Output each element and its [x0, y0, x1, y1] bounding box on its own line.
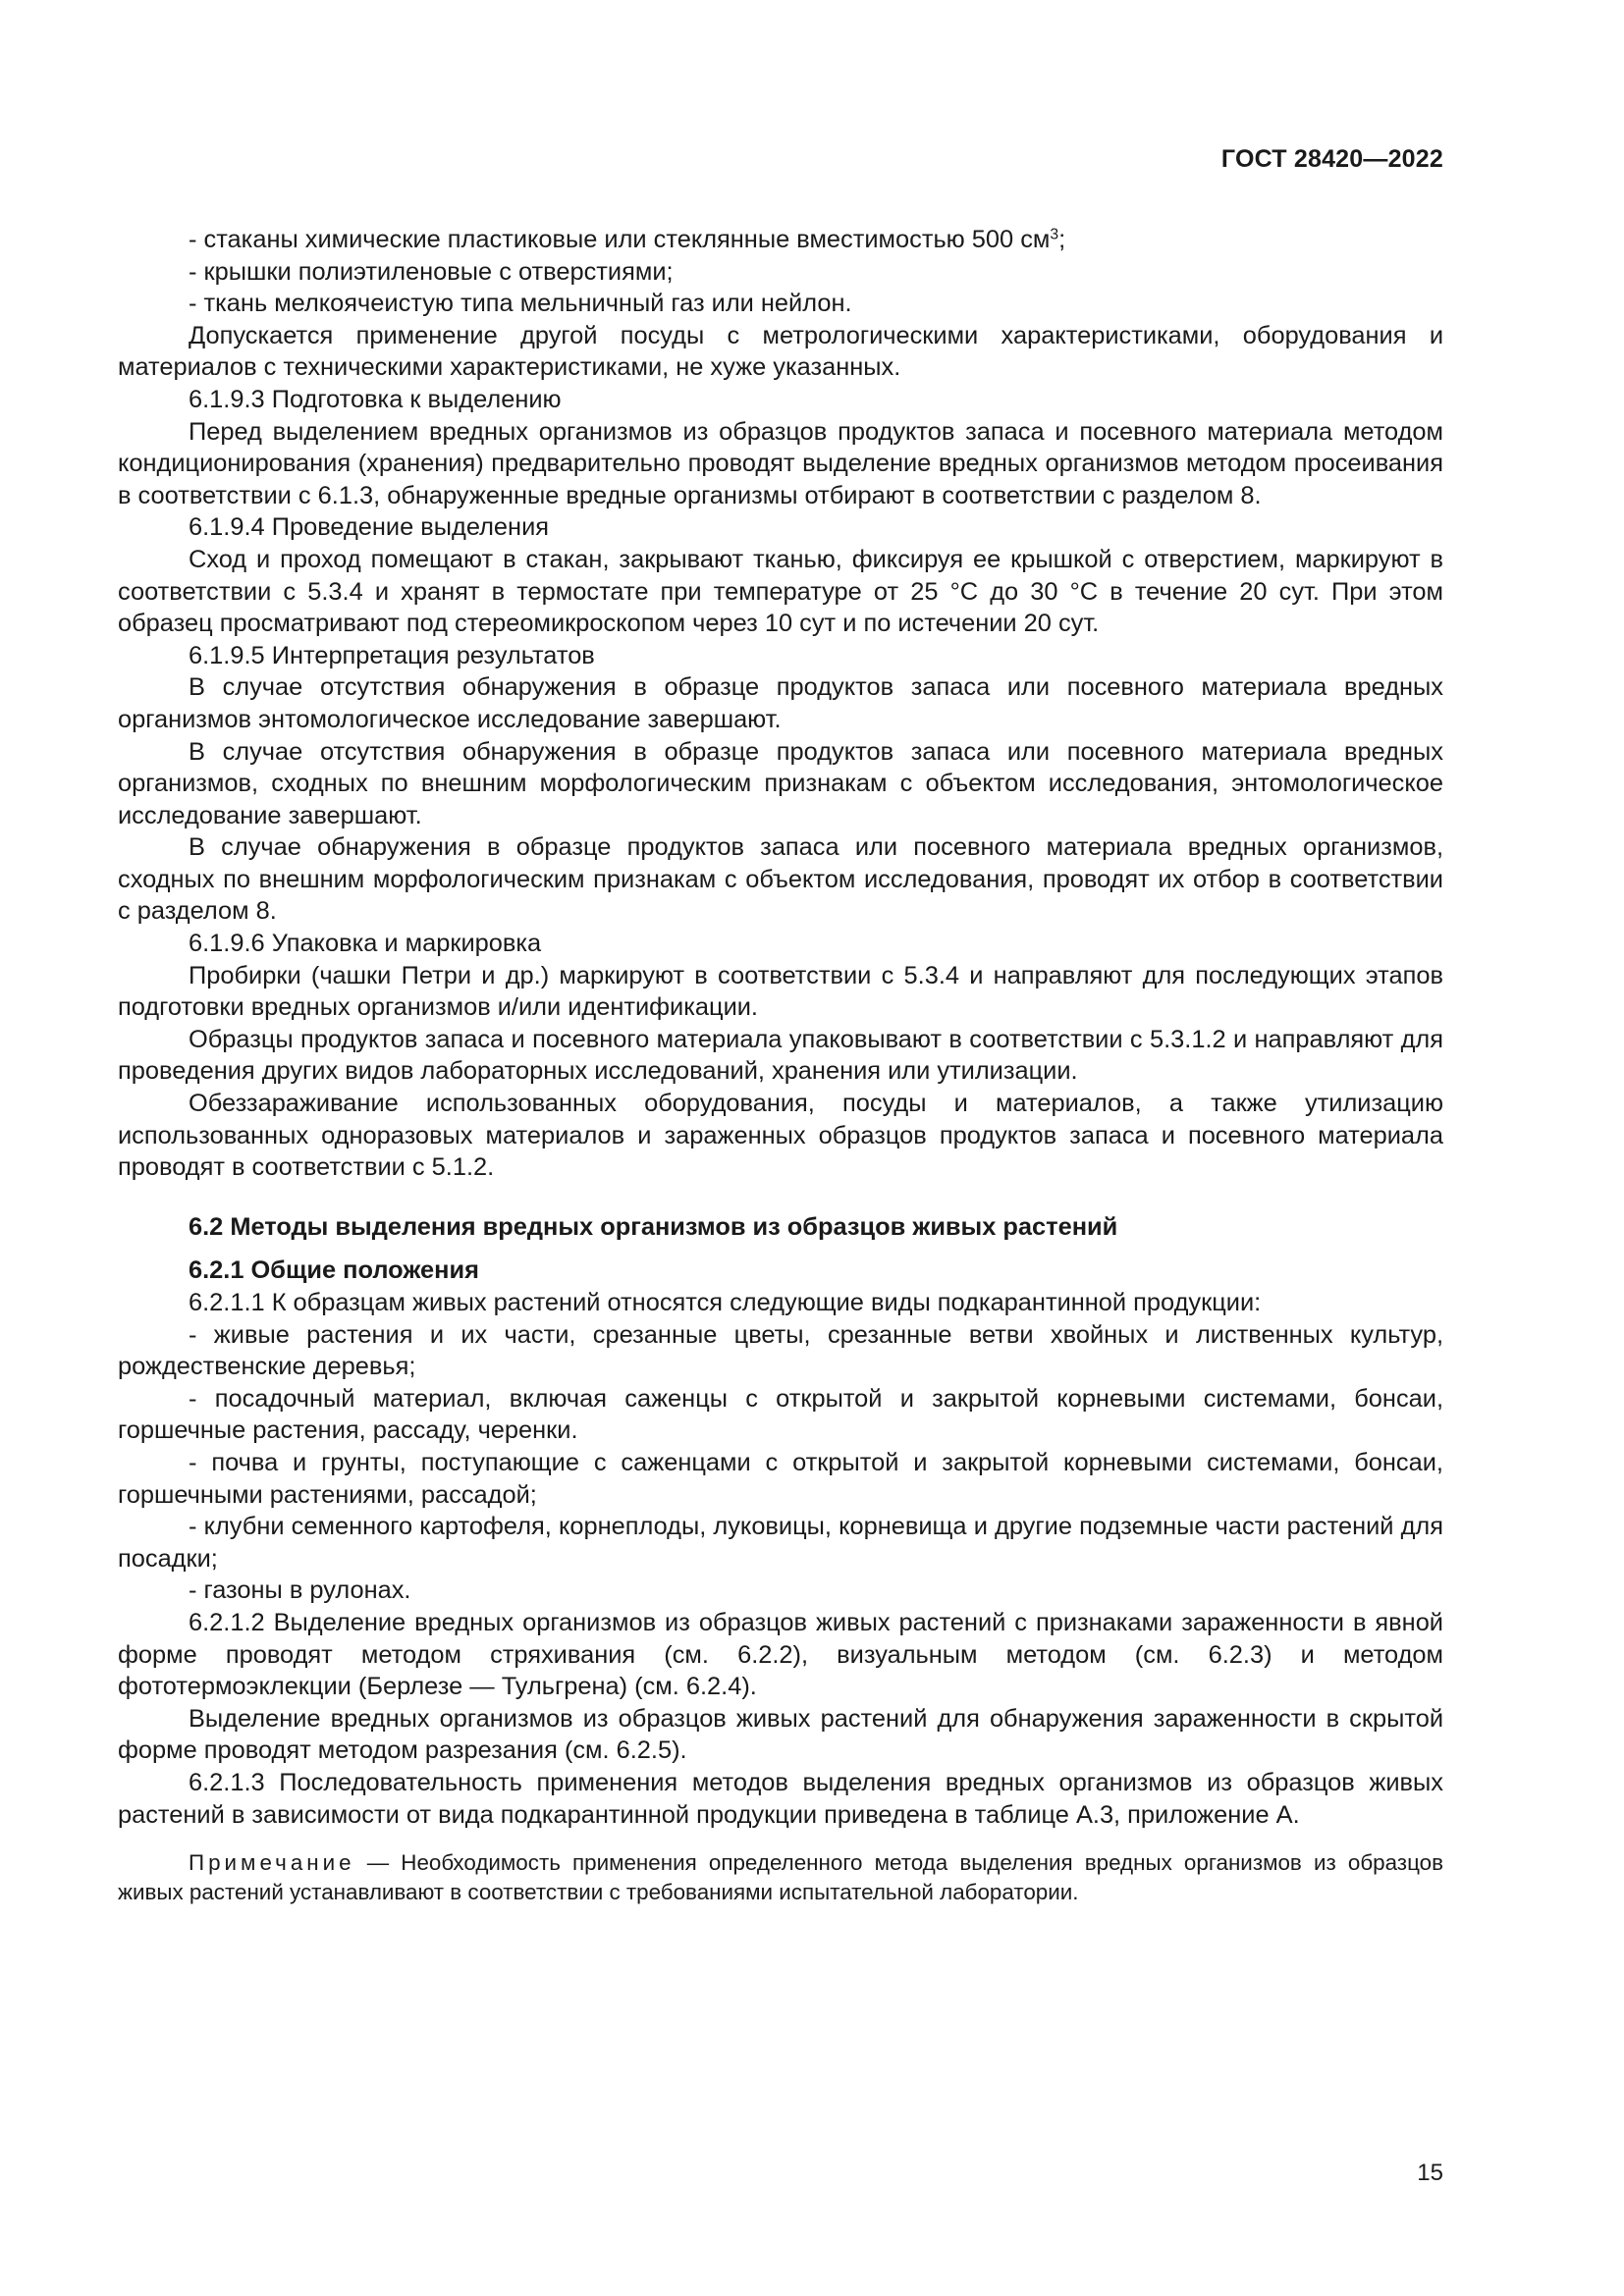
paragraph: Перед выделением вредных организмов из образцов продуктов запаса и посевного материала методом кондиционирования (хранения) предварительно проводят выделение вредных организмов методом просеивания в соответствии с 6.1.3, обнаруженные вредные организмы отбирают в соответствии с разделом 8.: [118, 417, 1443, 509]
paragraph: 6.2.1.3 Последовательность применения методов выделения вредных организмов из образцов живых растений в зависимости от вида подкарантинной продукции приведена в таблице А.3, приложение А.: [118, 1768, 1443, 1829]
clause-heading: 6.1.9.3 Подготовка к выделению: [189, 385, 562, 413]
document-header: ГОСТ 28420—2022: [1220, 145, 1443, 173]
document-body: [118, 224, 1443, 1907]
clause-heading: 6.1.9.4 Проведение выделения: [189, 513, 549, 542]
list-item: - посадочный материал, включая саженцы с открытой и закрытой корневыми системами, бонсаи, горшечные растения, рассаду, черенки.: [118, 1384, 1443, 1445]
clause-heading: 6.1.9.6 Упаковка и маркировка: [189, 930, 542, 958]
paragraph: В случае отсутствия обнаружения в образце продуктов запаса или посевного материала вредных организмов, сходных по внешним морфологическим признакам с объектом исследования, энтомологическое исследование завершают.: [118, 737, 1443, 829]
paragraph: Допускается применение другой посуды с метрологическими характеристиками, оборудования и материалов с техническими характеристиками, не хуже указанных.: [118, 321, 1443, 382]
paragraph: Обеззараживание использованных оборудования, посуды и материалов, а также утилизацию использованных одноразовых материалов и зараженных образцов продуктов запаса и посевного материала проводят в соответствии с 5.1.2.: [118, 1090, 1443, 1182]
list-item: - газоны в рулонах.: [189, 1576, 411, 1605]
paragraph: Выделение вредных организмов из образцов живых растений для обнаружения зараженности в скрытой форме проводят методом разрезания (см. 6.2.5).: [118, 1704, 1443, 1765]
clause-heading: 6.1.9.5 Интерпретация результатов: [189, 641, 595, 669]
list-item: - почва и грунты, поступающие с саженцами с открытой и закрытой корневыми системами, бонсаи, горшечными растениями, рассадой;: [118, 1448, 1443, 1509]
paragraph: В случае отсутствия обнаружения в образце продуктов запаса или посевного материала вредных организмов энтомологическое исследование завершают.: [118, 673, 1443, 733]
list-item: - стаканы химические пластиковые или стеклянные вместимостью 500 $см^3$;: [189, 226, 1066, 253]
list-item: - ткань мелкоячеистую типа мельничный газ или нейлон.: [189, 290, 852, 318]
paragraph: В случае обнаружения в образце продуктов запаса или посевного материала вредных организмов, сходных по внешним морфологическим признакам с объектом исследования, проводят их отбор в соответствии с разделом 8.: [118, 833, 1443, 926]
subsection-heading: 6.2.1 Общие положения: [189, 1256, 479, 1285]
note-text: — Необходимость применения определенного метода выделения вредных организмов из образцов живых растений устанавливают в соответствии с требованиями испытательной лаборатории.: [118, 1850, 1443, 1905]
paragraph: 6.2.1.1 К образцам живых растений относятся следующие виды подкарантинной продукции:: [189, 1289, 1262, 1316]
list-item: - крышки полиэтиленовые с отверстиями;: [189, 257, 674, 286]
page-number: 15: [1417, 2160, 1443, 2186]
paragraph: 6.2.1.2 Выделение вредных организмов из образцов живых растений с признаками зараженности в явной форме проводят методом стряхивания (см. 6.2.2), визуальным методом (см. 6.2.3) и методом фототермоэклекции (Берлезе — Тульгрена) (см. 6.2.4).: [118, 1608, 1443, 1701]
list-item: - клубни семенного картофеля, корнеплоды, луковицы, корневища и другие подземные части растений для посадки;: [118, 1513, 1443, 1573]
note: [118, 1848, 1443, 1907]
list-item: - живые растения и их части, срезанные цветы, срезанные ветви хвойных и лиственных культур, рождественские деревья;: [118, 1320, 1443, 1381]
section-heading: 6.2 Методы выделения вредных организмов из образцов живых растений: [189, 1212, 1118, 1241]
paragraph: Пробирки (чашки Петри и др.) маркируют в соответствии с 5.3.4 и направляют для последующих этапов подготовки вредных организмов и/или идентификации.: [118, 961, 1443, 1022]
note-label: Примечание: [189, 1850, 355, 1876]
paragraph: Образцы продуктов запаса и посевного материала упаковывают в соответствии с 5.3.1.2 и направляют для проведения других видов лабораторных исследований, хранения или утилизации.: [118, 1025, 1443, 1086]
paragraph: Сход и проход помещают в стакан, закрывают тканью, фиксируя ее крышкой с отверстием, маркируют в соответствии с 5.3.4 и хранят в термостате при температуре от 25 °C до 30 °C в течение 20 сут. При этом образец просматривают под стереомикроскопом через 10 сут и по истечении 20 сут.: [118, 545, 1443, 638]
